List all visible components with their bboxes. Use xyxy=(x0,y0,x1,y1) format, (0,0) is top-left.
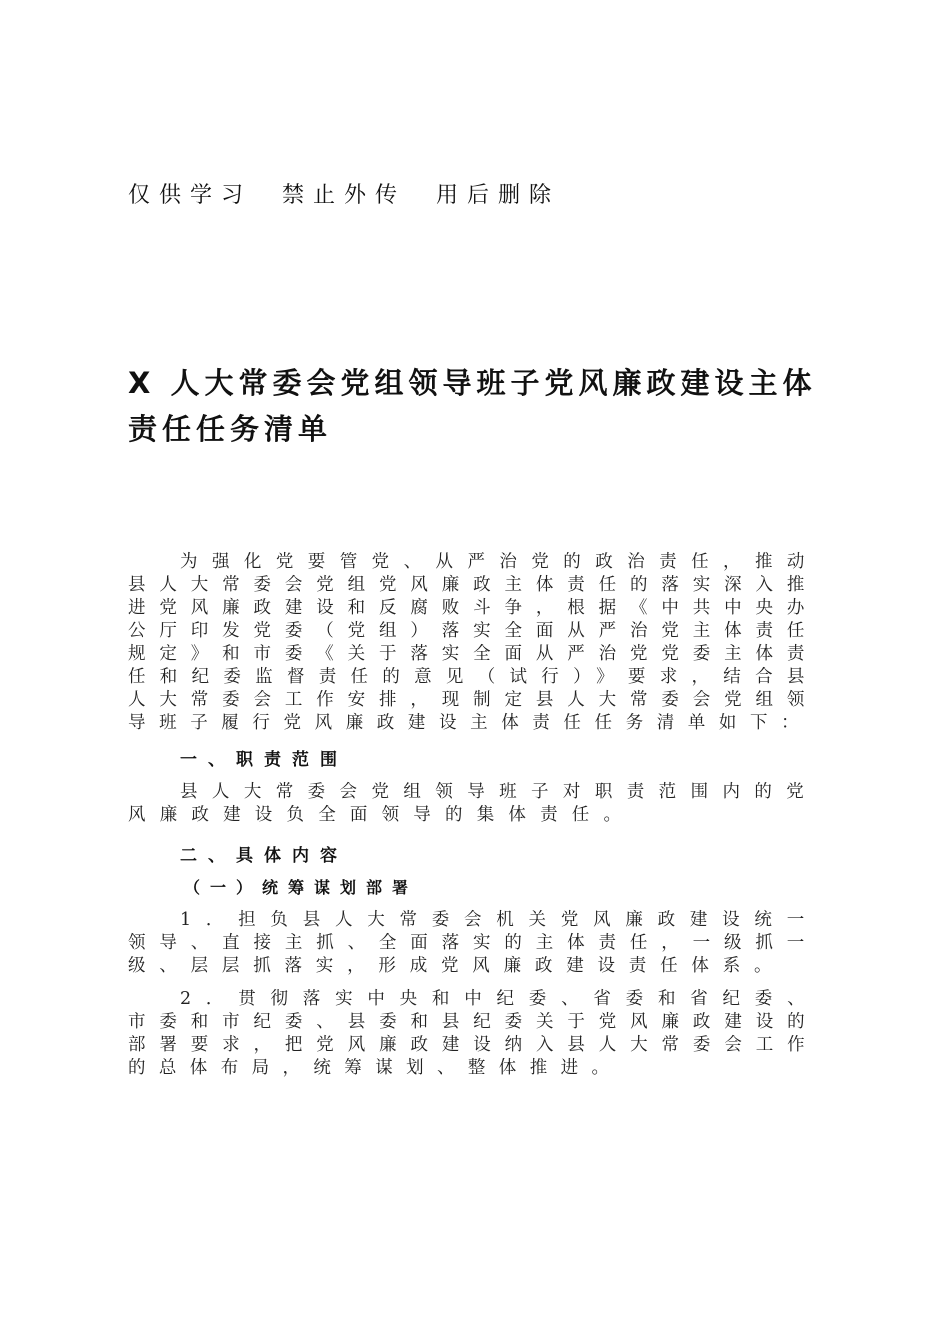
document-title: X 人大常委会党组领导班子党风廉政建设主体责任任务清单 xyxy=(128,366,817,446)
confidential-notice xyxy=(128,178,560,209)
intro-paragraph: 为强化党要管党、从严治党的政治责任，推动县人大常委会党组党风廉政主体责任的落实深入推进党风廉政建设和反腐败斗争，根据《中共中央办公厅印发党委（党组）落实全面从严治党主体责任规定》和市委《关于落实全面从严治党党委主体责任和纪委监督责任的意见（试行）》要求，结合县人大常委会工作安排，现制定县人大常委会党组领导班子履行党风廉政建设主体责任任务清单如下： xyxy=(128,552,818,733)
section-heading-content: 二、具体内容 xyxy=(180,846,348,866)
notice-no-distribution: 禁止外传 xyxy=(282,183,407,208)
list-item: 2．贯彻落实中央和中纪委、省委和省纪委、市委和市纪委、县委和县纪委关于党风廉政建设的部署要求，把党风廉政建设纳入县人大常委会工作的总体布局，统筹谋划、整体推进。 xyxy=(128,989,818,1078)
section-scope-text: 县人大常委会党组领导班子对职责范围内的党风廉政建设负全面领导的集体责任。 xyxy=(128,782,818,825)
notice-study-only: 仅供学习 xyxy=(128,183,253,208)
list-item: 1．担负县人大常委会机关党风廉政建设统一领导、直接主抓、全面落实的主体责任，一级抓一级、层层抓落实，形成党风廉政建设责任体系。 xyxy=(128,910,818,976)
section-heading-scope: 一、职责范围 xyxy=(180,750,348,770)
subsection-heading-planning: （一）统筹谋划部署 xyxy=(184,878,419,897)
notice-delete-after-use: 用后删除 xyxy=(436,183,561,208)
document-body xyxy=(128,551,818,1080)
